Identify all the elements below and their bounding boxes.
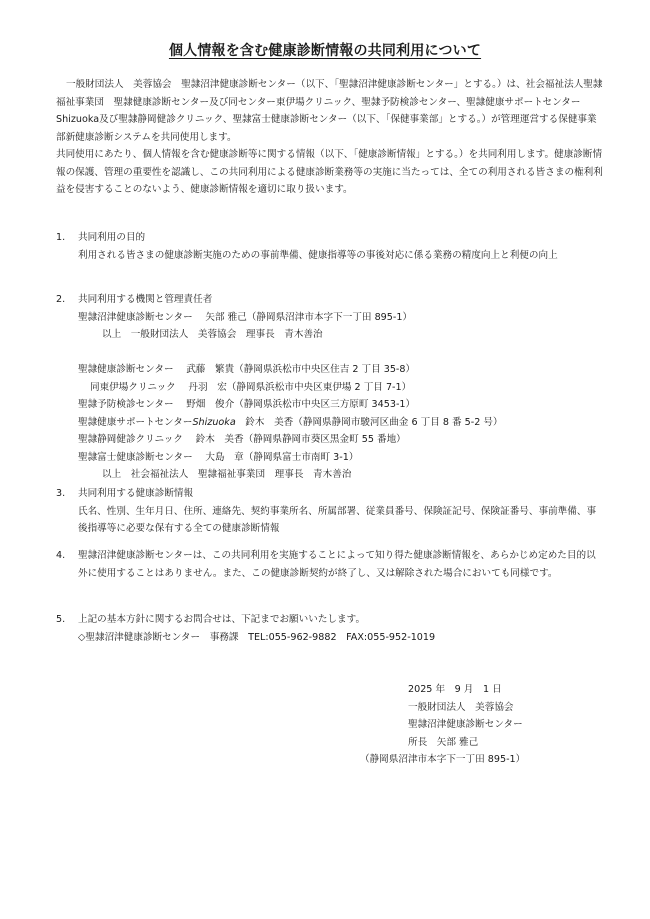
section-text: 利用される皆さまの健康診断実施のための事前準備、健康指導等の事後対応に係る業務の精度向上と利便の向上: [78, 249, 558, 261]
intro-paragraph-1: 一般財団法人 美蓉協会 聖隷沼津健康診断センター（以下、「聖隷沼津健康診断センター」とする。）は、社会福祉法人聖隷福祉事業団 聖隷健康診断センター及び同センター東伊場クリニック、聖隷予防検診センター、聖隷健康サポートセンターShizuoka及び聖隷静岡健診クリニック、聖隷富士健康診断センター（以下、「保健事業部」とする。）が管理運営する保健事業部新健康診断システムを共同使用します。: [56, 79, 603, 143]
institution-line: [56, 414, 604, 432]
institution-line: 同東伊場クリニック 丹羽 宏（静岡県浜松市中央区東伊場 2 丁目 7-1）: [90, 381, 412, 393]
signature-org: 一般財団法人 美蓉協会: [408, 701, 514, 713]
section-number: 1.: [56, 232, 66, 243]
intro: [56, 76, 604, 199]
signature-director: 所長 矢部 雅己: [408, 736, 479, 748]
section-number: 3.: [56, 488, 66, 499]
institution-line: 聖隷健康診断センター 武藤 繁貴（静岡県浜松市中央区住吉 2 丁目 35-8）: [78, 364, 416, 375]
section-4: [56, 547, 604, 582]
contact-line: ◇聖隷沼津健康診断センター 事務課 TEL:055-962-9882 FAX:055-952-1019: [78, 631, 436, 643]
institution-line: 聖隷富士健康診断センター 大島 章（静岡県富士市南町 3-1）: [78, 451, 359, 463]
section-number: 2.: [56, 294, 66, 305]
signature-block: [360, 681, 620, 769]
section-2: [56, 291, 604, 484]
section-5: [56, 611, 604, 646]
section-number: 4.: [56, 550, 66, 561]
section-heading: 共同利用する機関と管理責任者: [78, 294, 213, 305]
section-text: 聖隷沼津健康診断センターは、この共同利用を実施することによって知り得た健康診断情報を、あらかじめ定めた目的以外に使用することはありません。また、この健康診断契約が終了し、又は解除された場合においても同様です。: [78, 550, 596, 579]
signature-center: 聖隷沼津健康診断センター: [408, 719, 523, 730]
section-1: [56, 229, 604, 264]
institution-name: 聖隷健康サポートセンター: [78, 416, 193, 428]
institution-name-latin: Shizuoka: [192, 416, 236, 428]
manager-line: 以上 一般財団法人 美蓉協会 理事長 青木善治: [102, 329, 323, 340]
section-heading: 共同利用する健康診断情報: [78, 488, 194, 499]
section-3: [56, 485, 604, 538]
intro-paragraph-2: 共同使用にあたり、個人情報を含む健康診断等に関する情報（以下、「健康診断情報」とする。）を共同利用します。健康診断情報の保護、管理の重要性を認識し、この共同利用による健康診断業務等の実施に当たっては、全ての利用される皆さまの権利利益を侵害することのないよう、健康診断情報を適切に取り扱います。: [56, 149, 603, 195]
signature-address: （静岡県沼津市本字下一丁田 895-1）: [360, 754, 526, 765]
institution-line: 聖隷静岡健診クリニック 鈴木 美香（静岡県静岡市葵区黒金町 55 番地）: [78, 434, 406, 445]
institution-line: 聖隷予防検診センター 野畑 俊介（静岡県浜松市中央区三方原町 3453-1）: [78, 399, 416, 410]
document-title: 個人情報を含む健康診断情報の共同利用について: [168, 43, 482, 59]
section-number: 5.: [56, 614, 66, 625]
section-heading: 共同利用の目的: [78, 232, 146, 243]
section-heading: 上記の基本方針に関するお問合せは、下記までお願いいたします。: [78, 614, 366, 625]
issue-date: 2025 年 9 月 1 日: [408, 684, 502, 695]
institution-detail: 鈴木 美香（静岡県静岡市駿河区曲金 6 丁目 8 番 5-2 号）: [235, 416, 503, 428]
manager-line: 以上 社会福祉法人 聖隷福祉事業団 理事長 青木善治: [102, 469, 352, 480]
institution-line: 聖隷沼津健康診断センター 矢部 雅己（静岡県沼津市本字下一丁田 895-1）: [78, 311, 413, 323]
section-text: 氏名、性別、生年月日、住所、連絡先、契約事業所名、所属部署、従業員番号、保険証記号、保険証番号、事前準備、事後指導等に必要な保有する全ての健康診断情報: [78, 505, 597, 534]
